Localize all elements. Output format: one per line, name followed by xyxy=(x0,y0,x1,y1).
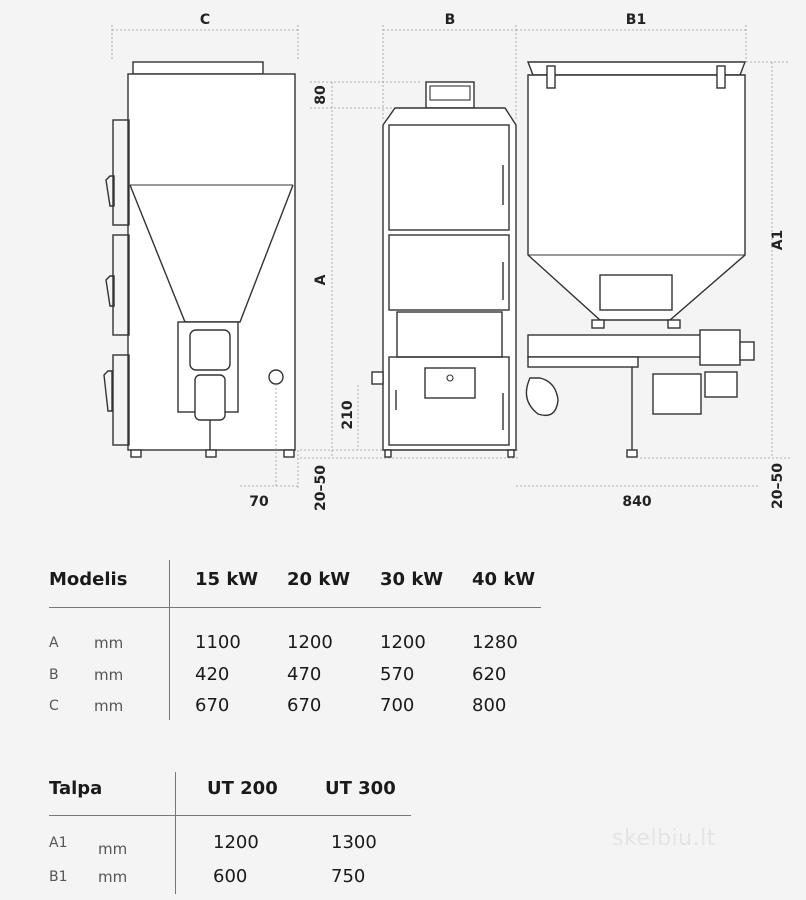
dim-label-80: 80 xyxy=(313,85,329,105)
table-cell: 670 xyxy=(195,695,230,716)
table-cell: 700 xyxy=(380,695,415,716)
table-row-unit: mm xyxy=(94,634,124,652)
table-cell: 570 xyxy=(380,664,415,685)
base-col-ut200: UT 200 xyxy=(207,778,278,799)
models-table-header: Modelis xyxy=(49,569,128,590)
table-cell: 620 xyxy=(472,664,507,685)
dim-label-20-50-left: 20–50 xyxy=(313,465,329,511)
table-row-unit: mm xyxy=(98,868,128,886)
models-table-column-divider xyxy=(169,560,170,720)
table-cell: 420 xyxy=(195,664,230,685)
models-col-20kw: 20 kW xyxy=(287,569,351,590)
table-cell: 750 xyxy=(331,866,366,887)
base-col-ut300: UT 300 xyxy=(325,778,396,799)
dim-label-70: 70 xyxy=(249,494,269,510)
table-cell: 470 xyxy=(287,664,322,685)
table-row-unit: mm xyxy=(98,840,128,858)
dim-label-a: A xyxy=(313,274,329,286)
dim-label-840: 840 xyxy=(622,494,652,510)
dim-label-b1: B1 xyxy=(625,12,647,28)
models-table-divider xyxy=(49,607,541,608)
base-table-column-divider xyxy=(175,772,176,894)
table-row-label: B xyxy=(49,667,59,683)
table-cell: 1300 xyxy=(331,832,377,853)
side-view xyxy=(104,12,298,510)
table-cell: 1200 xyxy=(380,632,426,653)
table-cell: 1280 xyxy=(472,632,518,653)
base-table-header: Talpa xyxy=(49,778,103,799)
base-table-divider xyxy=(49,815,411,816)
watermark: skelbiu.lt xyxy=(612,826,716,851)
top-hopper-view xyxy=(516,12,790,510)
models-col-30kw: 30 kW xyxy=(380,569,444,590)
table-row-label: C xyxy=(49,698,59,714)
dim-label-210: 210 xyxy=(340,400,356,430)
models-col-15kw: 15 kW xyxy=(195,569,259,590)
dim-label-c: C xyxy=(199,12,211,28)
table-row-unit: mm xyxy=(94,697,124,715)
front-view xyxy=(372,12,516,457)
dim-label-20-50-right: 20–50 xyxy=(770,463,786,509)
table-cell: 800 xyxy=(472,695,507,716)
table-cell: 1200 xyxy=(287,632,333,653)
dim-label-a1: A1 xyxy=(770,229,786,251)
table-row-unit: mm xyxy=(94,666,124,684)
table-cell: 1200 xyxy=(213,832,259,853)
table-cell: 600 xyxy=(213,866,248,887)
models-col-40kw: 40 kW xyxy=(472,569,536,590)
table-row-label: A xyxy=(49,635,59,651)
table-row-label: A1 xyxy=(49,835,68,851)
table-cell: 670 xyxy=(287,695,322,716)
table-cell: 1100 xyxy=(195,632,241,653)
dim-label-b: B xyxy=(444,12,456,28)
table-row-label: B1 xyxy=(49,869,68,885)
